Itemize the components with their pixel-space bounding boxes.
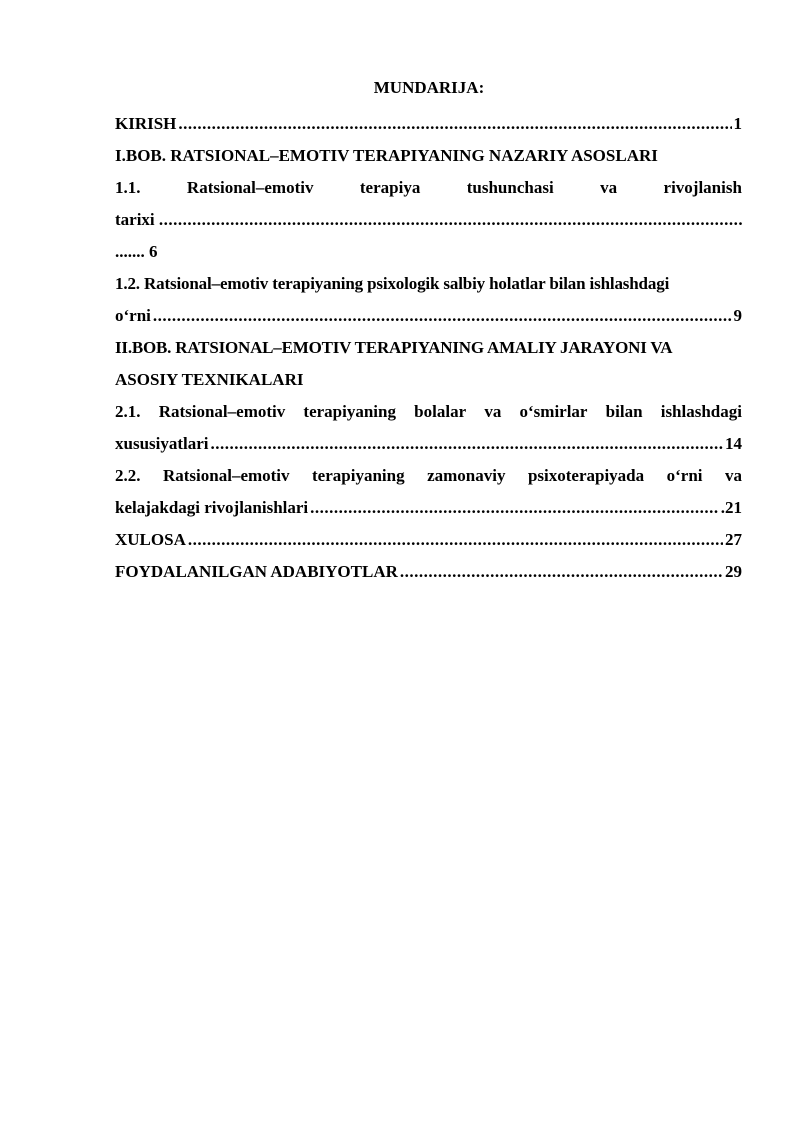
dot-leader [178, 108, 731, 140]
dot-leader [188, 524, 723, 556]
toc-entry-text: KIRISH [115, 114, 177, 133]
toc-word: rivojlanish [663, 178, 742, 197]
dot-leader [310, 492, 719, 524]
toc-page-number: 29 [725, 562, 742, 581]
dot-leader [211, 428, 723, 460]
toc-entry-1-1-line-2[interactable] [115, 204, 742, 236]
toc-word: terapiya [359, 178, 421, 197]
dot-leader [159, 204, 742, 236]
toc-entry-kirish[interactable] [115, 108, 742, 140]
toc-page-number: 6 [149, 242, 158, 261]
toc-entry-2-1-line-2[interactable] [115, 428, 742, 460]
toc-word: va [484, 402, 502, 421]
toc-word: va [600, 178, 618, 197]
toc-entry-text: tarixi [115, 210, 155, 229]
toc-word: Ratsional–emotiv [186, 178, 314, 197]
toc-entry-text: xususiyatlari [115, 434, 209, 453]
toc-word: Ratsional–emotiv [158, 402, 286, 421]
toc-chapter-1-heading[interactable]: I.BOB. RATSIONAL–EMOTIV TERAPIYANING NAZARIY ASOSLARI [115, 146, 658, 165]
toc-entry-2-2-line-2[interactable] [115, 492, 742, 524]
toc-entry-1-1-line-1[interactable] [115, 172, 742, 204]
toc-entry-text: FOYDALANILGAN ADABIYOTLAR [115, 562, 398, 581]
toc-page-number: 27 [725, 530, 742, 549]
toc-title: MUNDARIJA: [373, 78, 485, 97]
toc-word: Ratsional–emotiv [162, 466, 290, 485]
toc-word: terapiyaning [312, 466, 405, 485]
toc-entry-text: XULOSA [115, 530, 186, 549]
toc-word: bolalar [414, 402, 467, 421]
toc-entry-text: o‘rni [115, 306, 151, 325]
toc-chapter-2-heading-line-2[interactable]: ASOSIY TEXNIKALARI [115, 370, 304, 389]
toc-page-number: 1 [733, 114, 742, 133]
toc-word: psixoterapiyada [527, 466, 645, 485]
toc-word: va [724, 466, 742, 485]
toc-word: tushunchasi [466, 178, 554, 197]
table-of-contents [115, 108, 742, 588]
toc-entry-2-2-line-1[interactable] [115, 460, 742, 492]
toc-word: zamonaviy [427, 466, 506, 485]
toc-word: 2.2. [115, 466, 141, 485]
toc-word: o‘smirlar [519, 402, 588, 421]
toc-entry-1-1-line-3[interactable] [115, 236, 742, 268]
toc-page-number: .21 [720, 498, 742, 517]
toc-word: 2.1. [115, 402, 141, 421]
toc-entry-2-1-line-1[interactable] [115, 396, 742, 428]
dot-leader [153, 300, 732, 332]
dot-leader: ....... [115, 242, 145, 261]
toc-word: bilan [605, 402, 643, 421]
toc-word: ishlashdagi [660, 402, 742, 421]
toc-entry-adabiyotlar[interactable] [115, 556, 742, 588]
toc-entry-1-2-line-1[interactable]: 1.2. Ratsional–emotiv terapiyaning psixologik salbiy holatlar bilan ishlashdagi [115, 274, 670, 293]
toc-entry-text: kelajakdagi rivojlanishlari [115, 498, 309, 517]
toc-page-number: 9 [733, 306, 742, 325]
toc-word: o‘rni [666, 466, 703, 485]
toc-word: 1.1. [115, 178, 141, 197]
toc-chapter-2-heading-line-1[interactable]: II.BOB. RATSIONAL–EMOTIV TERAPIYANING AMALIY JARAYONI VA [115, 338, 673, 357]
dot-leader [400, 556, 723, 588]
toc-word: terapiyaning [303, 402, 396, 421]
toc-entry-1-2-line-2[interactable] [115, 300, 742, 332]
toc-entry-xulosa[interactable] [115, 524, 742, 556]
toc-page-number: 14 [725, 434, 742, 453]
